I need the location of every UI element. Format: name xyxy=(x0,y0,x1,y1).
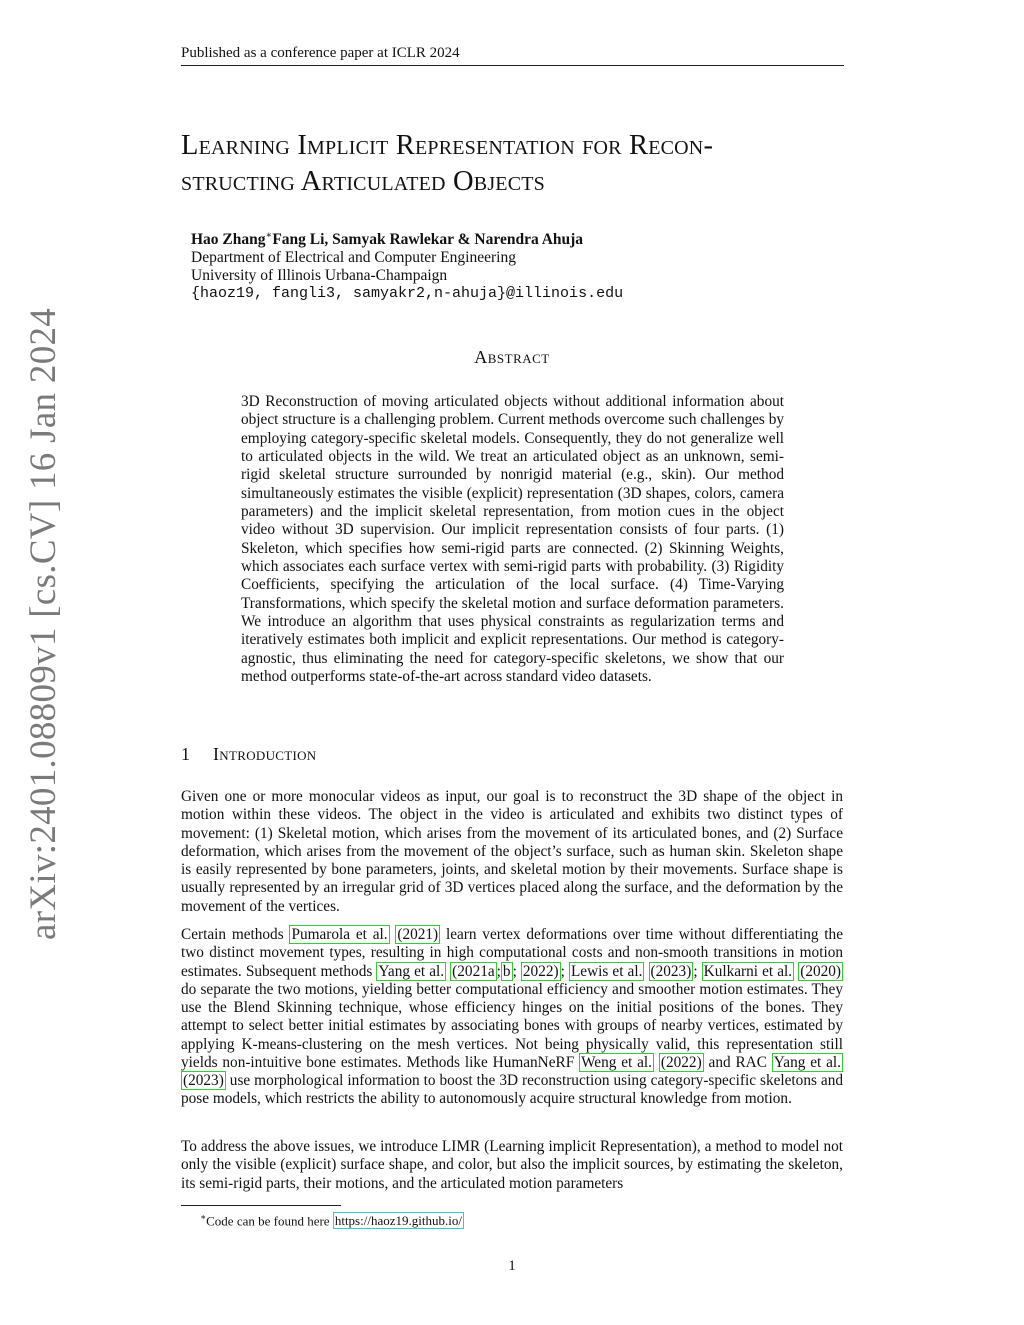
other-authors: Fang Li, Samyak Rawlekar & Narendra Ahuja xyxy=(272,231,584,249)
text-span: learn vertex deformations over time without differentiating the two distinct movement types, resulting in high computational costs and non-smooth transitions in motion estimates. Subsequent methods xyxy=(181,926,843,980)
footnote-divider xyxy=(181,1205,341,1206)
abstract-body: 3D Reconstruction of moving articulated objects without additional information about object structure is a challenging problem. Current methods overcome such challenges by employing category-specific skeletal models. Consequently, they do not generalize well to articulated objects in the wild. We treat an articulated object as an unknown, semi-rigid skeletal structure surrounded by nonrigid material (e.g., skin). Our method simultaneously estimates the visible (explicit) representation (3D shapes, colors, camera parameters) and the implicit skeletal representation, from motion cues in the object video without 3D supervision. Our implicit representation consists of four parts. (1) Skeleton, which specifies how semi-rigid parts are connected. (2) Skinning Weights, which associates each surface vertex with semi-rigid parts with probability. (3) Rigidity Coefficients, specifying the articulation of the local surface. (4) Time-Varying Transformations, which specify the skeletal motion and surface deformation parameters. We introduce an algorithm that uses physical constraints as regularization terms and iteratively estimates both implicit and explicit representations. Our method is category-agnostic, thus eliminating the need for category-specific skeletons, we show that our method outperforms state-of-the-art across standard video datasets. xyxy=(241,393,784,686)
citation-link[interactable]: (2023) xyxy=(183,1072,224,1089)
section-number: 1 xyxy=(181,744,191,764)
citation-link[interactable]: b xyxy=(502,962,511,980)
text-span: use morphological information to boost the 3D reconstruction using category-specific skeletons and pose models, which restricts the ability to autonomously acquire structural knowledge from motion. xyxy=(181,1072,843,1108)
text-span: ; xyxy=(496,962,501,980)
citation-link[interactable]: Yang et al. xyxy=(773,1053,841,1071)
citation-link[interactable]: (2023) xyxy=(650,962,692,980)
arxiv-identifier: arXiv:2401.08809v1 [cs.CV] 16 Jan 2024 xyxy=(23,307,64,940)
footnote xyxy=(200,1209,464,1229)
text-span: ; xyxy=(693,962,702,980)
page-number: 1 xyxy=(508,1258,516,1274)
author-names xyxy=(191,227,623,249)
text-span: Certain methods xyxy=(181,926,290,943)
text-span xyxy=(644,963,648,980)
citation-link[interactable]: (2022) xyxy=(660,1053,702,1071)
citation-link[interactable]: (2020) xyxy=(800,962,842,980)
abstract-heading: Abstract xyxy=(474,347,550,367)
footnote-mark: ∗ xyxy=(265,230,273,241)
intro-paragraph-1: Given one or more monocular videos as input, our goal is to reconstruct the 3D shape of the object in motion within these videos. The object in the video is articulated and exhibits two distinct types of movement: (1) Skeletal motion, which arises from the movement of its articulated bones, and (2) Surface deformation, which arises from the movement of the object’s surface, such as human skin. Skeleton shape is easily represented by bone parameters, joints, and skeletal motion by their movements. Surface shape is usually represented by an irregular grid of 3D vertices placed along the surface, and the deformation by the movement of the vertices. xyxy=(181,788,843,915)
author-department: Department of Electrical and Computer Engineering xyxy=(191,249,516,267)
author-block xyxy=(191,227,623,303)
running-header: Published as a conference paper at ICLR 2024 xyxy=(181,44,844,66)
title-line-2: structing Articulated Objects xyxy=(181,166,546,197)
citation-link[interactable]: Lewis et al. xyxy=(570,962,643,980)
author-university: University of Illinois Urbana-Champaign xyxy=(191,267,448,285)
citation-link[interactable]: Pumarola et al. xyxy=(291,926,388,943)
section-heading-introduction xyxy=(181,744,316,765)
section-title: Introduction xyxy=(213,744,317,764)
citation-link[interactable]: Weng et al. xyxy=(581,1053,653,1071)
citation-link[interactable]: Kulkarni et al. xyxy=(703,962,793,980)
text-span: ; xyxy=(560,962,569,980)
title-line-1: Learning Implicit Representation for Recon- xyxy=(181,130,714,161)
text-span: ; xyxy=(512,962,521,980)
author-emails: {haoz19, fangli3, samyakr2,n-ahuja}@illinois.edu xyxy=(191,285,624,303)
footnote-mark: ∗ xyxy=(200,1212,207,1222)
citation-link[interactable]: Yang et al. xyxy=(378,962,445,980)
first-author: Hao Zhang xyxy=(191,231,266,249)
paper-title xyxy=(181,128,861,200)
text-span: and RAC xyxy=(703,1053,772,1071)
citation-link[interactable]: (2021) xyxy=(397,926,439,943)
text-span: do separate the two motions, yielding better computational efficiency and smoother motion estimates. They use the Blend Skinning technique, whose efficiency hinges on the initial positions of the bones. They attempt to select better initial estimates by associating bones with groups of nearby vertices, estimated by applying K-means-clustering on the mesh vertices. Not being physically valid, this representation still yields non-intuitive bone estimates. Methods like HumanNeRF xyxy=(181,980,843,1071)
intro-paragraph-3: To address the above issues, we introduce LIMR (Learning implicit Representation), a method to model not only the visible (explicit) surface shape, and color, but also the implicit sources, by estimating the skeleton, its semi-rigid parts, their motions, and the articulated motion parameters xyxy=(181,1138,843,1192)
footnote-text: Code can be found here xyxy=(206,1213,333,1229)
citation-link[interactable]: (2021a xyxy=(452,962,495,980)
intro-paragraph-2 xyxy=(181,926,843,1109)
citation-link[interactable]: 2022) xyxy=(522,962,559,980)
code-url-link[interactable]: https://haoz19.github.io/ xyxy=(334,1213,462,1229)
